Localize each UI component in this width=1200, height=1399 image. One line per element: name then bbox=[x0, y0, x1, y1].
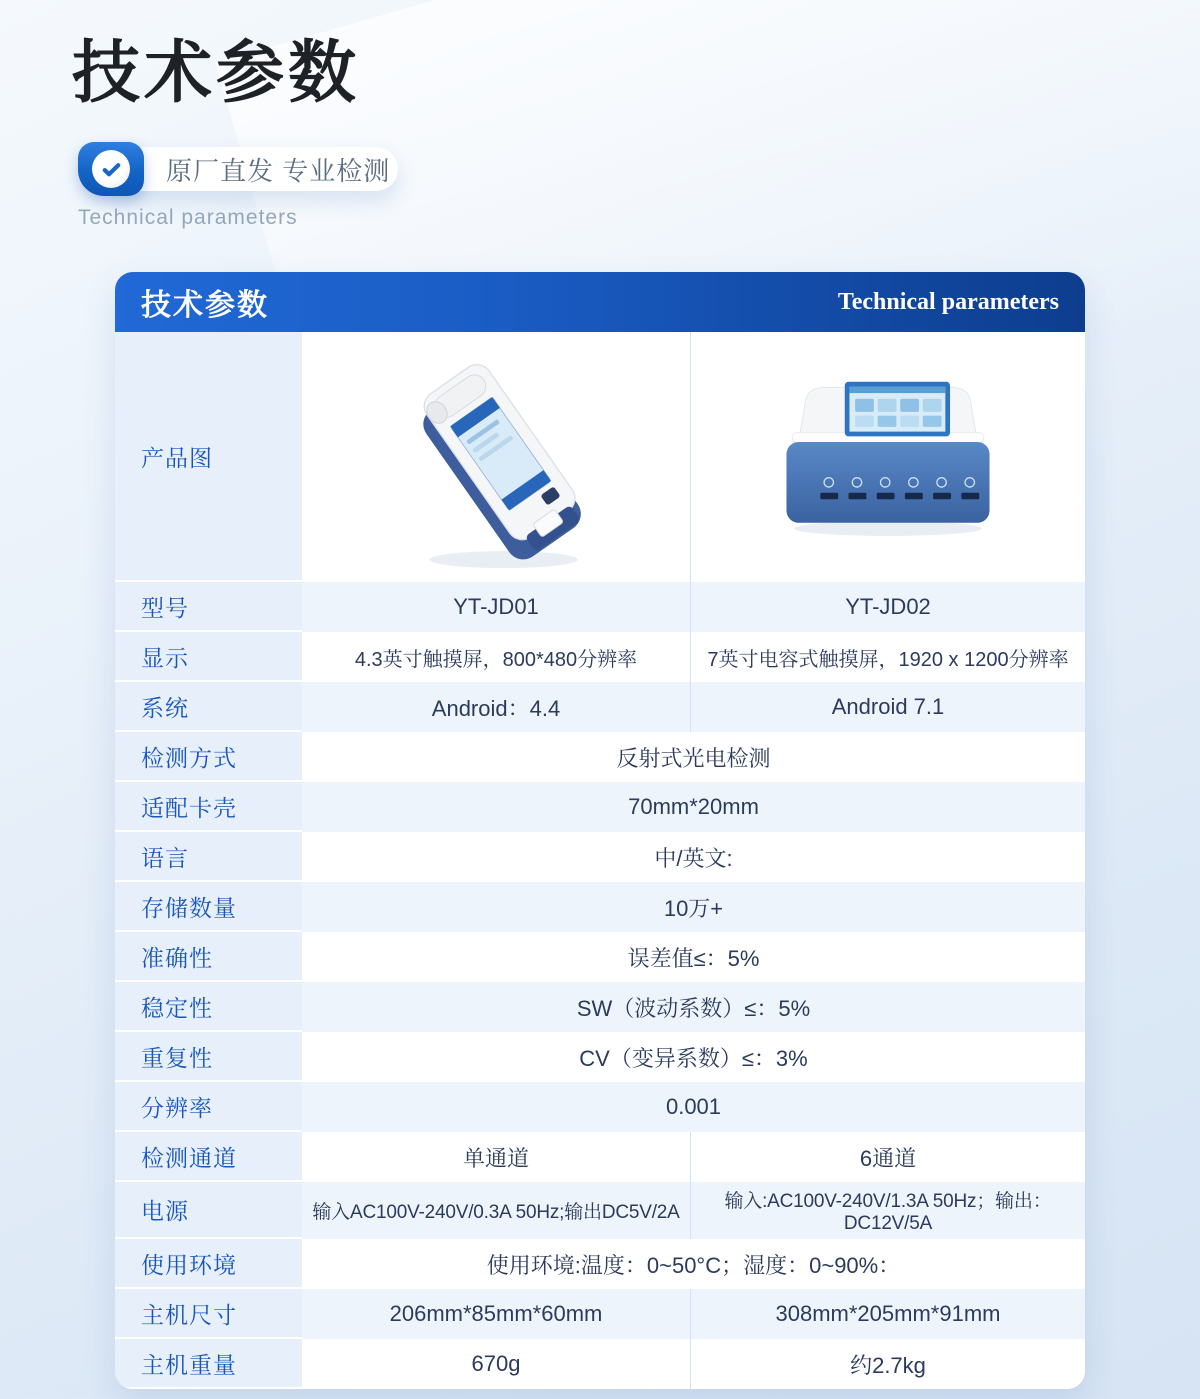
row-value: 输入:AC100V-240V/1.3A 50Hz；输出：DC12V/5A bbox=[690, 1182, 1085, 1239]
product-image-yt-jd02 bbox=[690, 332, 1085, 582]
feature-badge bbox=[78, 142, 408, 196]
row-label: 稳定性 bbox=[115, 982, 302, 1032]
table-row bbox=[115, 582, 1085, 632]
row-value-span: CV（变异系数）≤：3% bbox=[302, 1032, 1085, 1082]
table-row bbox=[115, 1182, 1085, 1239]
row-value: 670g bbox=[302, 1339, 690, 1389]
row-value-span: 0.001 bbox=[302, 1082, 1085, 1132]
row-value: YT-JD02 bbox=[690, 582, 1085, 632]
row-value: 206mm*85mm*60mm bbox=[302, 1289, 690, 1339]
row-label: 重复性 bbox=[115, 1032, 302, 1082]
table-row bbox=[115, 982, 1085, 1032]
table-row bbox=[115, 782, 1085, 832]
row-value: 单通道 bbox=[302, 1132, 690, 1182]
row-value: Android：4.4 bbox=[302, 682, 690, 732]
card-title-cn: 技术参数 bbox=[141, 289, 269, 322]
table-row bbox=[115, 1082, 1085, 1132]
table-row bbox=[115, 1239, 1085, 1289]
row-value-span: 10万+ bbox=[302, 882, 1085, 932]
row-value: Android 7.1 bbox=[690, 682, 1085, 732]
row-label: 型号 bbox=[115, 582, 302, 632]
table-row bbox=[115, 732, 1085, 782]
row-label: 使用环境 bbox=[115, 1239, 302, 1289]
row-label: 准确性 bbox=[115, 932, 302, 982]
table-row bbox=[115, 632, 1085, 682]
table-row bbox=[115, 882, 1085, 932]
page-subtitle-en: Technical parameters bbox=[78, 206, 298, 229]
spec-card bbox=[115, 272, 1085, 1389]
row-value-span: 70mm*20mm bbox=[302, 782, 1085, 832]
row-value-span: 中/英文: bbox=[302, 832, 1085, 882]
row-label: 产品图 bbox=[115, 332, 302, 582]
row-label: 适配卡壳 bbox=[115, 782, 302, 832]
row-value: 7英寸电容式触摸屏，1920 x 1200分辨率 bbox=[690, 632, 1085, 682]
table-row bbox=[115, 1032, 1085, 1082]
product-image-yt-jd01 bbox=[302, 332, 690, 582]
row-label: 检测方式 bbox=[115, 732, 302, 782]
feature-badge-text: 原厂直发 专业检测 bbox=[166, 155, 391, 186]
row-label: 主机尺寸 bbox=[115, 1289, 302, 1339]
table-row bbox=[115, 1339, 1085, 1389]
row-value: 输入AC100V-240V/0.3A 50Hz;输出DC5V/2A bbox=[302, 1182, 690, 1239]
check-badge bbox=[78, 142, 144, 196]
row-label: 显示 bbox=[115, 632, 302, 682]
feature-badge-pill bbox=[102, 147, 398, 191]
row-label: 电源 bbox=[115, 1182, 302, 1239]
spec-card-header bbox=[115, 272, 1085, 332]
row-value-span: 误差值≤：5% bbox=[302, 932, 1085, 982]
row-value: 6通道 bbox=[690, 1132, 1085, 1182]
desktop-analyzer-illustration bbox=[747, 363, 1029, 551]
row-label: 存储数量 bbox=[115, 882, 302, 932]
row-label: 主机重量 bbox=[115, 1339, 302, 1389]
table-row bbox=[115, 332, 1085, 582]
card-title-en: Technical parameters bbox=[837, 288, 1059, 315]
handheld-analyzer-illustration bbox=[382, 343, 610, 571]
table-row bbox=[115, 1132, 1085, 1182]
table-row bbox=[115, 832, 1085, 882]
row-value-span: 反射式光电检测 bbox=[302, 732, 1085, 782]
checkmark-icon bbox=[92, 150, 130, 188]
row-value: 约2.7kg bbox=[690, 1339, 1085, 1389]
table-row bbox=[115, 682, 1085, 732]
table-row bbox=[115, 932, 1085, 982]
row-value-span: 使用环境:温度：0~50°C；湿度：0~90%： bbox=[302, 1239, 1085, 1289]
row-value: 308mm*205mm*91mm bbox=[690, 1289, 1085, 1339]
row-label: 语言 bbox=[115, 832, 302, 882]
spec-table bbox=[115, 332, 1085, 1389]
row-label: 检测通道 bbox=[115, 1132, 302, 1182]
row-label: 系统 bbox=[115, 682, 302, 732]
page-title: 技术参数 bbox=[72, 35, 361, 111]
row-value: 4.3英寸触摸屏，800*480分辨率 bbox=[302, 632, 690, 682]
table-row bbox=[115, 1289, 1085, 1339]
row-value: YT-JD01 bbox=[302, 582, 690, 632]
row-label: 分辨率 bbox=[115, 1082, 302, 1132]
row-value-span: SW（波动系数）≤：5% bbox=[302, 982, 1085, 1032]
